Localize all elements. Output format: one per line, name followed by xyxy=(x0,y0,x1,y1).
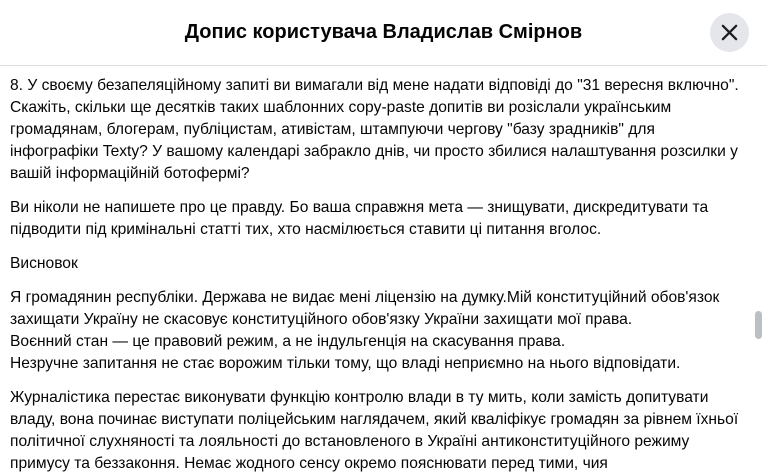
scrollbar[interactable] xyxy=(754,66,764,473)
post-body xyxy=(10,75,746,473)
scrollbar-thumb[interactable] xyxy=(755,311,762,339)
post-paragraph-question-8: 8. У своєму безапеляційному запиті ви вимагали від мене надати відповіді до "31 вересня включно". Скажіть, скільки ще десятків таких шаблонних copy-paste допитів ви розіслали українським громадянам, блогерам, публіцистам, ативістам, штампуючи чергову "базу зрадників" для інфографіки Texty? У вашому календарі забракло днів, чи просто збилися налаштування розсилки у вашій інформаційній ботофермі? xyxy=(10,77,739,182)
close-button[interactable] xyxy=(710,13,749,52)
dialog-header xyxy=(0,0,767,66)
post-paragraph-citizen: Я громадянин республіки. Держава не видає мені ліцензію на думку.Мій конституційний обов'язок захищати Україну не скасовує конституційного обов'язку України захищати мої права. Воєнний стан — це правовий режим, а не індульгенція на скасування права. Незручне запитання не стає ворожим тільки тому, що владі неприємно на нього відповідати. xyxy=(10,289,720,372)
post-paragraph-journalism: Журналістика перестає виконувати функцію контролю влади в ту мить, коли замість допитувати владу, вона починає виступати поліцейським наглядачем, який кваліфікує громадян за рівнем їхньої політичної слухняності та лояльності до встановленого в Україні антиконституційного режиму примусу та беззаконня. Немає жодного сенсу окремо пояснювати перед тими, чия xyxy=(10,389,739,472)
post-heading-conclusion: Висновок xyxy=(10,255,78,272)
dialog-title: Допис користувача Владислав Смірнов xyxy=(184,21,583,43)
close-icon xyxy=(720,23,739,42)
post-paragraph-truth: Ви ніколи не напишете про це правду. Бо ваша справжня мета — знищувати, дискредитувати та підводити під кримінальні статті тих, хто насмілюється ставити ці питання вголос. xyxy=(10,199,709,238)
